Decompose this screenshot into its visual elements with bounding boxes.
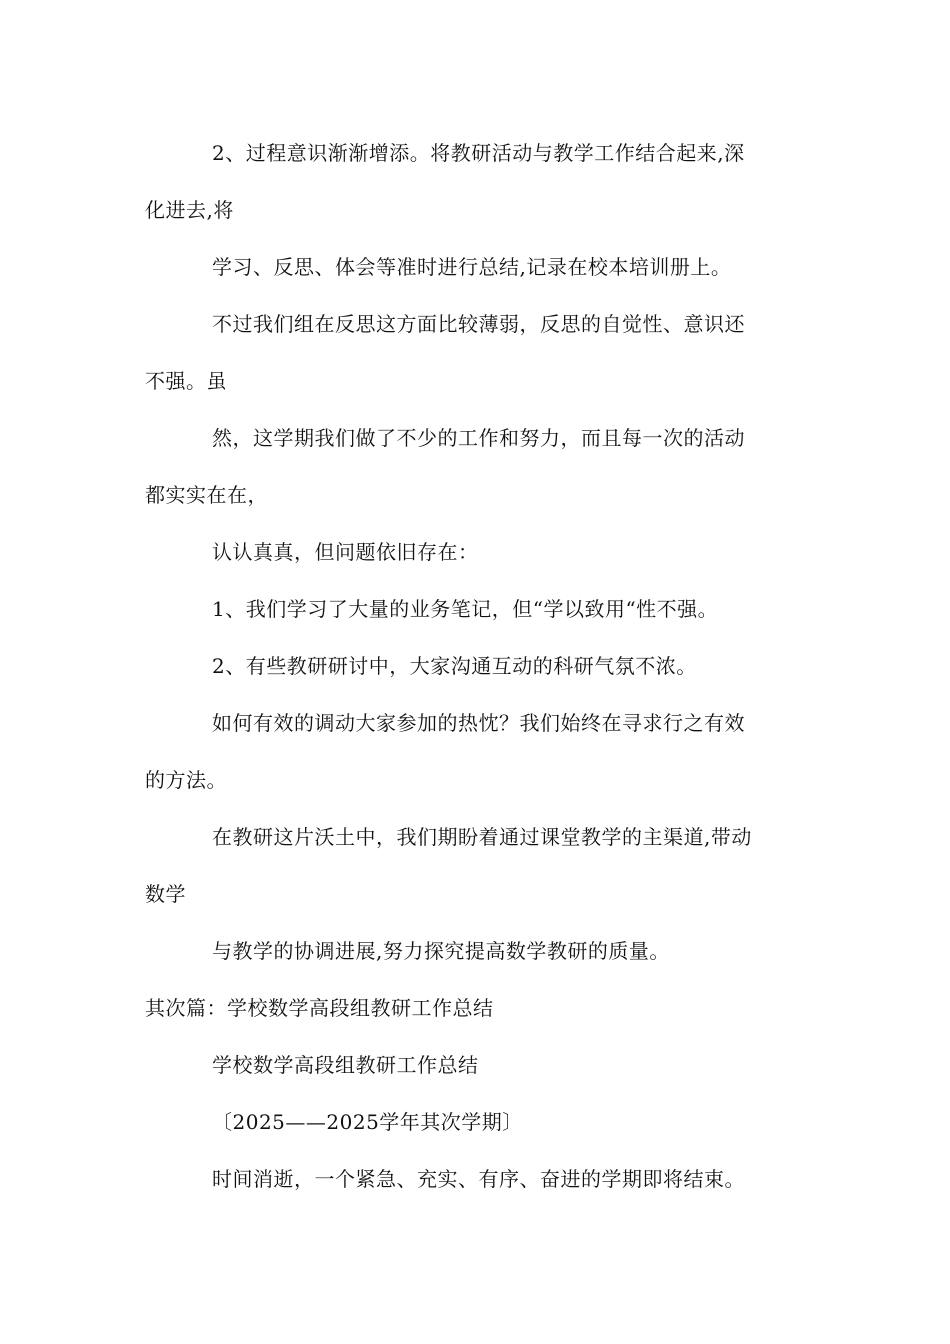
text-line: 1、我们学习了大量的业务笔记，但“学以致用“性不强。	[212, 597, 719, 621]
text-line: 如何有效的调动大家参加的热忱？我们始终在寻求行之有效	[212, 711, 745, 735]
text-line: 数学	[145, 882, 186, 906]
section-heading: 其次篇：学校数学高段组教研工作总结	[145, 996, 494, 1020]
text-line: 不强。虽	[145, 369, 227, 393]
text-line: 2、有些教研研讨中，大家沟通互动的科研气氛不浓。	[212, 654, 697, 678]
term-label: 〔2025——2025学年其次学期〕	[212, 1110, 523, 1134]
text-line: 都实实在在，	[145, 483, 268, 507]
text-line: 的方法。	[145, 768, 227, 792]
text-line: 在教研这片沃土中，我们期盼着通过课堂教学的主渠道,带动	[212, 825, 752, 849]
text-line: 学习、反思、体会等准时进行总结,记录在校本培训册上。	[212, 255, 732, 279]
text-line: 不过我们组在反思这方面比较薄弱，反思的自觉性、意识还	[212, 312, 745, 336]
text-line: 化进去,将	[145, 198, 234, 222]
section-subtitle: 学校数学高段组教研工作总结	[212, 1053, 479, 1077]
text-line: 时间消逝，一个紧急、充实、有序、奋进的学期即将结束。	[212, 1167, 745, 1191]
text-line: 与教学的协调进展,努力探究提高数学教研的质量。	[212, 939, 670, 963]
text-line: 2、过程意识渐渐增添。将教研活动与教学工作结合起来,深	[212, 141, 745, 165]
text-line: 认认真真，但问题依旧存在：	[212, 540, 479, 564]
text-line: 然，这学期我们做了不少的工作和努力，而且每一次的活动	[212, 426, 745, 450]
